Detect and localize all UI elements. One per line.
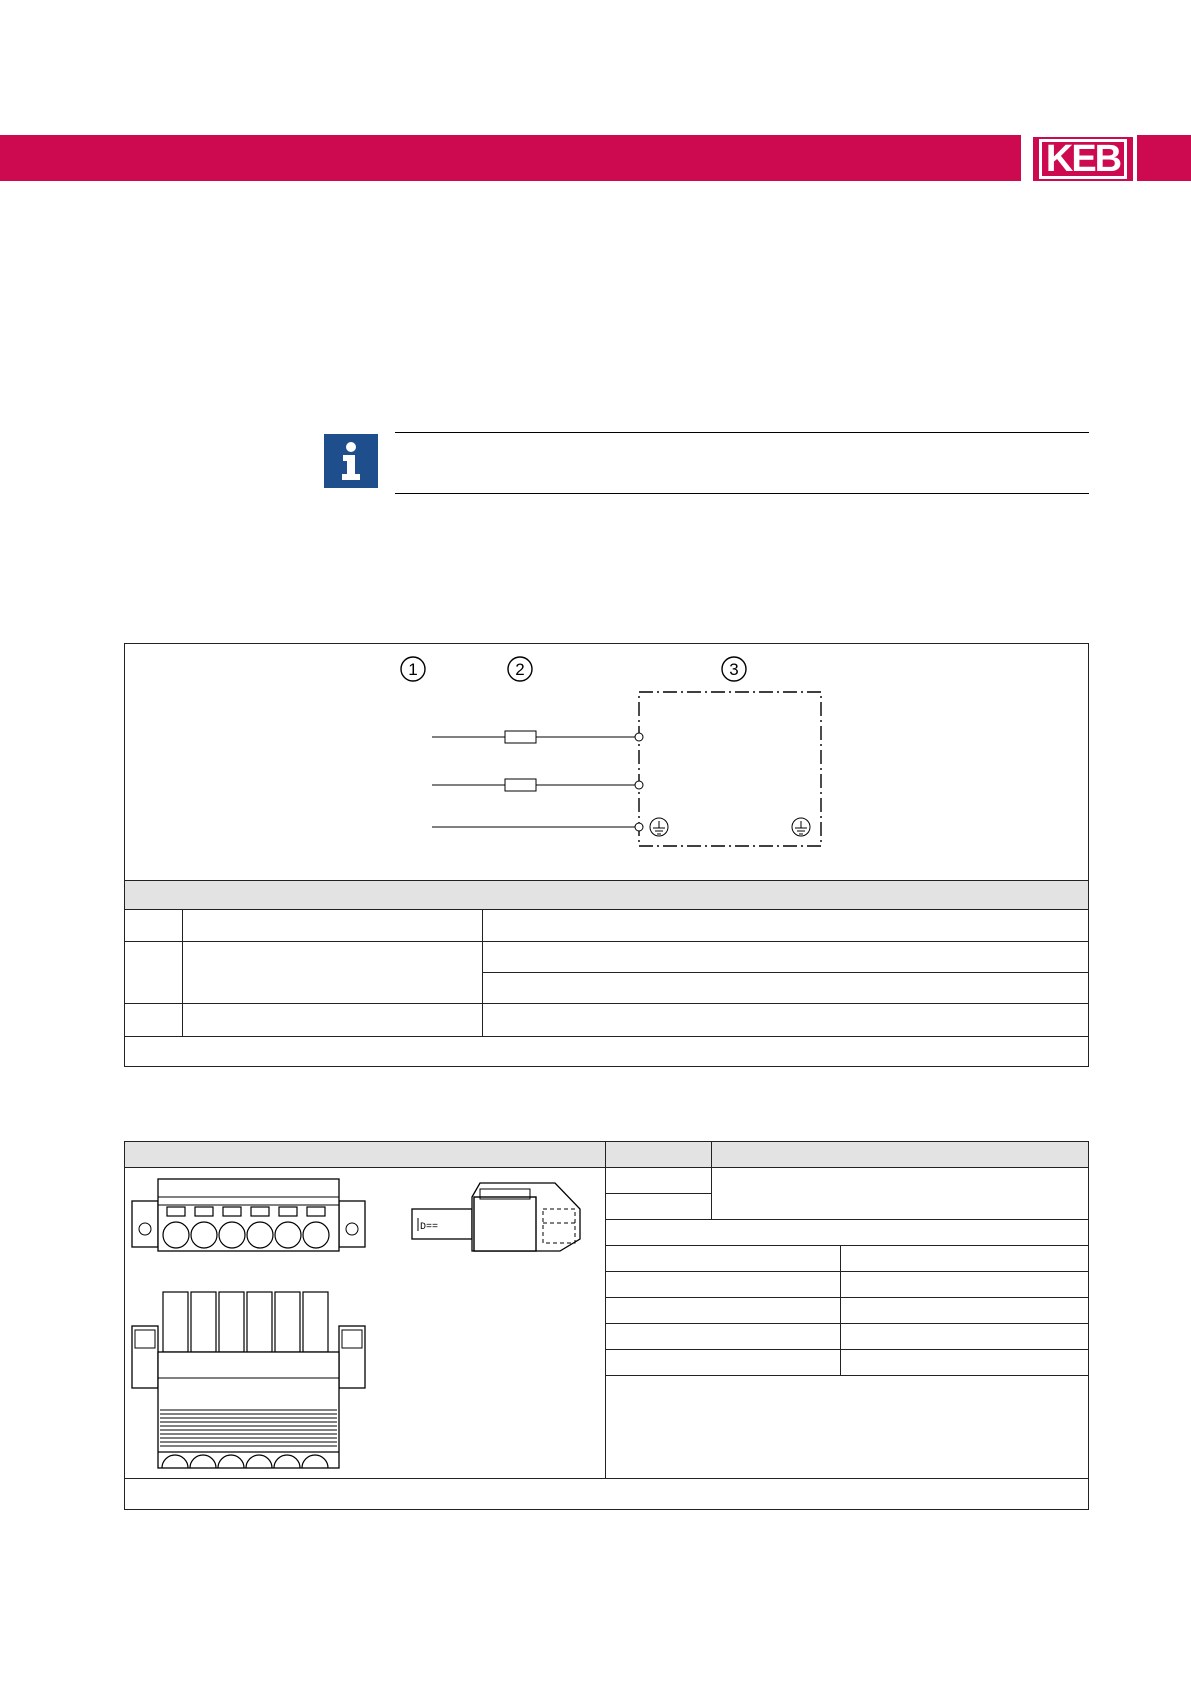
device-boundary [639, 692, 821, 846]
wiring-diagram [124, 643, 1089, 883]
earth-icon [650, 818, 668, 836]
svg-text:D==: D== [420, 1222, 439, 1233]
svg-text:2: 2 [515, 660, 525, 679]
logo-text: KEB [1039, 139, 1127, 179]
terminal-block-top-icon [130, 1290, 370, 1470]
fuse-2 [505, 779, 536, 791]
note-top-rule [395, 432, 1089, 433]
keb-logo [1033, 137, 1133, 181]
note-bottom-rule [395, 493, 1089, 494]
header-band [0, 135, 1191, 181]
callout-1 [401, 657, 425, 681]
header-band-right [1143, 135, 1191, 181]
svg-text:3: 3 [729, 660, 739, 679]
fuse-1 [505, 731, 536, 743]
legend-header-row [125, 880, 1088, 909]
svg-text:1: 1 [408, 660, 418, 679]
callout-3 [722, 657, 746, 681]
terminal-block-side-icon [410, 1175, 585, 1255]
earth-icon [792, 818, 810, 836]
connector-header-row [125, 1142, 1088, 1167]
callout-2 [508, 657, 532, 681]
terminal-block-front-icon [130, 1175, 370, 1255]
info-icon [324, 434, 378, 488]
